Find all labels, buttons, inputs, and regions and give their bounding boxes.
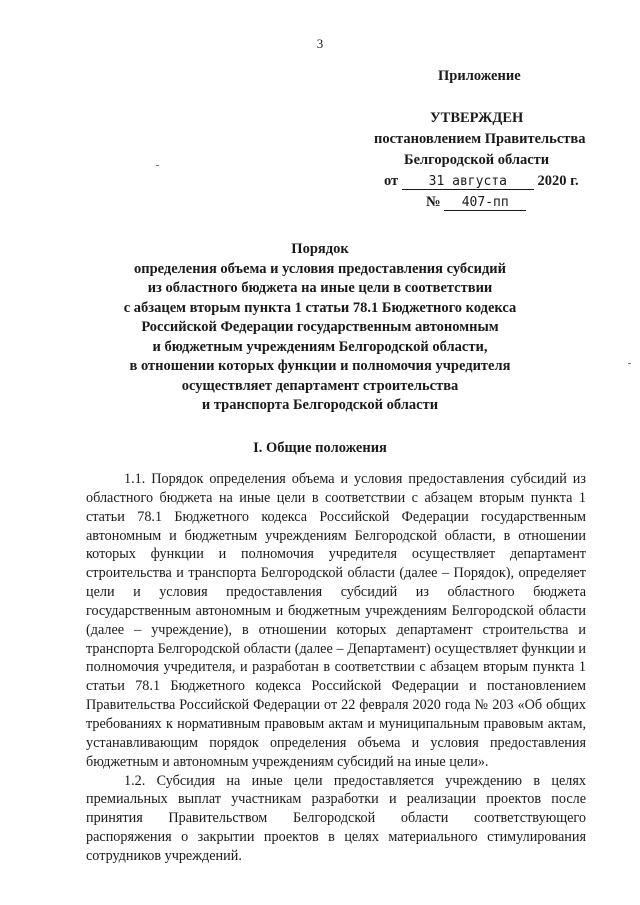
date-handwritten: 31 августа	[402, 174, 534, 190]
title-line: и транспорта Белгородской области	[201, 397, 439, 413]
paragraph-1-2: 1.2. Субсидия на иные цели предоставляется учреждению в целях премиальных выплат участникам разработки и реализации проектов после принятия Правительством Белгородской области соответствующего распоряжения о закрытии проектов в целях материального стимулирования сотрудников учреждений.	[86, 772, 586, 864]
section-heading: I. Общие положения	[253, 440, 387, 456]
date-prefix: от	[384, 173, 399, 189]
scan-speck	[156, 165, 159, 166]
document-body	[86, 470, 586, 866]
number-handwritten: 407-пп	[444, 195, 526, 211]
scan-speck	[628, 363, 631, 364]
number-prefix: №	[426, 194, 441, 210]
appendix-label: Приложение	[438, 68, 521, 84]
approval-date-row	[384, 171, 579, 192]
title-line: Порядок	[291, 241, 349, 257]
page-number: 3	[316, 36, 324, 51]
title-line: из областного бюджета на иные цели в соответствии	[147, 280, 493, 296]
title-line: определения объема и условия предоставления субсидий	[133, 260, 507, 277]
approval-line-1: постановлением Правительства	[374, 131, 586, 147]
paragraph-1-1: 1.1. Порядок определения объема и условия предоставления субсидий из областного бюджета на иные цели в соответствии с абзацем вторым пункта 1 статьи 78.1 Бюджетного кодекса Российской Федерации государственным автономным и бюджетным учреждениям Белгородской области, в отношении которых функции и полномочия учредителя осуществляет департамент строительства и транспорта Белгородской области (далее – Порядок), определяет цели и условия предоставления субсидий из областного бюджета государственным автономным и бюджетным учреждениям Белгородской области (далее – учреждение), в отношении которых департамент строительства и транспорта Белгородской области (далее – Департамент) осуществляет функции и полномочия учредителя, и разработан в соответствии с абзацем вторым пункта 1 статьи 78.1 Бюджетного кодекса Российской Федерации и постановлением Правительства Российской Федерации от 22 февраля 2020 года № 203 «Об общих требованиях к нормативным правовым актам и муниципальным правовым актам, устанавливающим порядок определения объема и условия предоставления бюджетным и автономным учреждениям субсидий на иные цели».	[86, 471, 586, 770]
title-line: осуществляет департамент строительства	[181, 377, 459, 394]
title-line: и бюджетным учреждениям Белгородской области,	[152, 338, 488, 355]
title-line: с абзацем вторым пункта 1 статьи 78.1 Бюджетного кодекса	[123, 299, 517, 316]
approval-number-row	[426, 192, 526, 213]
approval-line-2: Белгородской области	[404, 152, 550, 168]
document-title	[100, 240, 540, 416]
date-year: 2020 г.	[537, 173, 579, 189]
title-line: в отношении которых функции и полномочия учредителя	[129, 358, 511, 374]
title-line: Российской Федерации государственным автономным	[141, 319, 499, 335]
approved-label: УТВЕРЖДЕН	[430, 110, 524, 126]
